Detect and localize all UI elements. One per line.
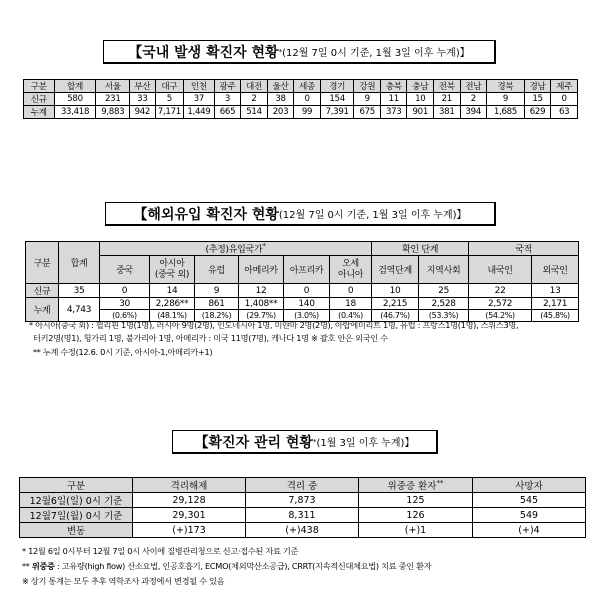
domestic-cell: 373 (380, 106, 407, 119)
domestic-cell: 665 (214, 106, 241, 119)
domestic-header-cell: 세종 (294, 80, 321, 93)
overseas-note-3: ** 누계 수정(12.6. 0시 기준, 아시아-1,아메리카+1) (33, 347, 213, 357)
overseas-header-total: 합계 (59, 242, 100, 284)
management-table (19, 477, 586, 538)
overseas-new-cell: 0 (330, 284, 372, 298)
management-note-2 (22, 561, 431, 572)
overseas-new-cell: 14 (150, 284, 195, 298)
management-cell: 125 (359, 493, 473, 508)
overseas-sub-asia (150, 256, 195, 284)
management-cell: 545 (473, 493, 586, 508)
overseas-pct-cell: (0.4%) (330, 310, 372, 322)
management-note-3: ※ 상기 통계는 모두 추후 역학조사 과정에서 변경될 수 있음 (22, 576, 225, 586)
domestic-table (23, 79, 578, 119)
overseas-new-cell: 35 (59, 284, 100, 298)
domestic-cell: 21 (434, 93, 461, 106)
overseas-title-sub: (12월 7일 0시 기준, 1월 3일 이후 누계)】 (278, 210, 467, 221)
management-header-cell (473, 478, 586, 493)
domestic-cell: 9 (354, 93, 381, 106)
overseas-pct-cell: (3.0%) (284, 310, 330, 322)
overseas-new-cell: 13 (532, 284, 579, 298)
domestic-cell: 7,171 (155, 106, 184, 119)
overseas-sub-quarantine: 검역단계 (372, 256, 419, 284)
management-note-2-prefix: ** (22, 561, 32, 571)
domestic-cell: 9,883 (96, 106, 130, 119)
management-cell: 29,128 (133, 493, 246, 508)
management-header-cell (246, 478, 359, 493)
overseas-cum-cell: 861 (195, 298, 239, 310)
management-title-box (172, 430, 438, 454)
domestic-cell: 15 (524, 93, 551, 106)
domestic-header-cell: 강원 (354, 80, 381, 93)
domestic-header-cell: 대구 (155, 80, 184, 93)
domestic-header-cell: 경북 (487, 80, 525, 93)
overseas-pct-cell: (46.7%) (372, 310, 419, 322)
domestic-cell: 63 (551, 106, 578, 119)
domestic-cell: 942 (130, 106, 156, 119)
domestic-cell: 1,685 (487, 106, 525, 119)
domestic-cell: 381 (434, 106, 461, 119)
domestic-header-cell: 충북 (380, 80, 407, 93)
domestic-header-cell: 경기 (320, 80, 354, 93)
domestic-cell: 394 (460, 106, 487, 119)
domestic-title-sub: (12월 7일 0시 기준, 1월 3일 이후 누계)】 (282, 48, 470, 59)
overseas-table (25, 241, 579, 322)
management-note-2-rest: : 고유량(high flow) 산소요법, 인공호흡기, ECMO(체외막산소공급), CRRT(지속적신대체요법) 치료 중인 환자 (54, 561, 432, 571)
domestic-header-cell: 경남 (524, 80, 551, 93)
domestic-row (24, 93, 578, 106)
overseas-header-estimated (100, 242, 372, 256)
management-cell: 29,301 (133, 508, 246, 523)
domestic-header-cell: 충남 (407, 80, 434, 93)
domestic-header-cell: 합계 (54, 80, 96, 93)
overseas-header-nationality: 국적 (469, 242, 579, 256)
overseas-header-estimated-label: (추정)유입국가 (205, 245, 263, 255)
overseas-pct-cell: (29.7%) (239, 310, 284, 322)
overseas-pct-cell: (48.1%) (150, 310, 195, 322)
domestic-cell: 3 (214, 93, 241, 106)
management-cell: 549 (473, 508, 586, 523)
overseas-cum-cell: 2,528 (419, 298, 469, 310)
management-header-row (20, 478, 586, 493)
management-cell: 126 (359, 508, 473, 523)
overseas-cum-row (26, 298, 579, 310)
overseas-cum-cell: 140 (284, 298, 330, 310)
overseas-new-cell: 10 (372, 284, 419, 298)
overseas-sub-oceania-2: 아니아 (337, 269, 364, 280)
overseas-cum-cell: 2,215 (372, 298, 419, 310)
domestic-row (24, 106, 578, 119)
overseas-cum-cell: 2,572 (469, 298, 532, 310)
domestic-header-cell: 부산 (130, 80, 156, 93)
domestic-cell: 580 (54, 93, 96, 106)
domestic-header-cell: 서울 (96, 80, 130, 93)
overseas-cum-cell: 2,286** (150, 298, 195, 310)
overseas-new-cell: 22 (469, 284, 532, 298)
domestic-title-mark: * (278, 47, 283, 56)
overseas-pct-cell: (18.2%) (195, 310, 239, 322)
overseas-sub-europe: 유럽 (195, 256, 239, 284)
overseas-header-estimated-mark: * (262, 242, 266, 250)
management-header-label: 격리 중 (286, 481, 318, 492)
domestic-header-cell: 광주 (214, 80, 241, 93)
management-cell: (+)438 (246, 523, 359, 538)
management-row (20, 523, 586, 538)
domestic-cell: 38 (267, 93, 294, 106)
domestic-cell: 154 (320, 93, 354, 106)
domestic-header-cell: 인천 (184, 80, 215, 93)
overseas-sub-america: 아메리카 (239, 256, 284, 284)
overseas-new-cell: 12 (239, 284, 284, 298)
management-note-1: * 12월 6일 0시부터 12월 7일 0시 사이에 질병관리청으로 신고·접수된 자료 기준 (22, 546, 299, 556)
overseas-new-cell: 25 (419, 284, 469, 298)
domestic-cell: 901 (407, 106, 434, 119)
management-severe-mark: ** (436, 478, 444, 487)
management-cell: (+)173 (133, 523, 246, 538)
domestic-header-cell: 전북 (434, 80, 461, 93)
overseas-sub-community: 지역사회 (419, 256, 469, 284)
management-title: 【확진자 관리 현황 (194, 434, 313, 451)
overseas-cum-cell: 1,408** (239, 298, 284, 310)
overseas-sub-foreign: 외국인 (532, 256, 579, 284)
overseas-new-row (26, 284, 579, 298)
domestic-cell: 0 (551, 93, 578, 106)
overseas-new-cell: 0 (100, 284, 150, 298)
domestic-cell: 675 (354, 106, 381, 119)
overseas-pct-cell: (53.3%) (419, 310, 469, 322)
overseas-cum-label: 누계 (26, 298, 59, 322)
overseas-note-1: * 아시아(중국 외) : 필리핀 1명(1명), 러시아 9명(2명), 인도네시아 1명, 미얀마 2명(2명), 아랍에미리트 1명, 유럽 : 프랑스1명(1명), 스위스3명, (29, 320, 519, 330)
management-row-label: 12월6일(일) 0시 기준 (20, 493, 133, 508)
overseas-note-2: 터키2명(명1), 헝가리 1명, 불가리아 1명, 아메리카 : 미국 11명(7명), 캐나다 1명 ※ 괄호 안은 외국인 수 (33, 333, 388, 343)
domestic-header-cell: 울산 (267, 80, 294, 93)
overseas-sub-africa: 아프리카 (284, 256, 330, 284)
domestic-title-box (103, 40, 496, 64)
domestic-cell: 33,418 (54, 106, 96, 119)
overseas-pct-cell: (0.6%) (100, 310, 150, 322)
domestic-cell: 5 (155, 93, 184, 106)
domestic-header-cell: 전남 (460, 80, 487, 93)
domestic-header-row (24, 80, 578, 93)
management-header-label: 사망자 (515, 481, 543, 492)
management-row (20, 493, 586, 508)
overseas-header-confirm: 확인 단계 (372, 242, 469, 256)
overseas-title-box (105, 202, 496, 226)
management-header-cell (359, 478, 473, 493)
domestic-cell: 7,391 (320, 106, 354, 119)
domestic-cell: 514 (241, 106, 268, 119)
domestic-cell: 99 (294, 106, 321, 119)
domestic-row-label: 신규 (24, 93, 55, 106)
overseas-new-cell: 0 (284, 284, 330, 298)
overseas-new-label: 신규 (26, 284, 59, 298)
overseas-sub-asia-2: (중국 외) (154, 269, 190, 280)
domestic-cell: 629 (524, 106, 551, 119)
domestic-cell: 2 (460, 93, 487, 106)
overseas-sub-china: 중국 (100, 256, 150, 284)
management-cell: 7,873 (246, 493, 359, 508)
management-row (20, 508, 586, 523)
management-title-sub: (1월 3일 이후 누계)】 (316, 438, 415, 449)
overseas-header-gubun: 구분 (26, 242, 59, 284)
management-header-cell (133, 478, 246, 493)
overseas-cum-total: 4,743 (59, 298, 100, 322)
domestic-cell: 231 (96, 93, 130, 106)
overseas-title: 【해외유입 확진자 현황 (133, 206, 279, 223)
overseas-pct-cell: (54.2%) (469, 310, 532, 322)
management-cell: 8,311 (246, 508, 359, 523)
domestic-cell: 11 (380, 93, 407, 106)
domestic-header-cell: 구분 (24, 80, 55, 93)
domestic-cell: 203 (267, 106, 294, 119)
domestic-cell: 9 (487, 93, 525, 106)
domestic-cell: 10 (407, 93, 434, 106)
management-cell: (+)4 (473, 523, 586, 538)
overseas-cum-cell: 30 (100, 298, 150, 310)
management-title-mark: * (312, 437, 317, 446)
overseas-new-cell: 9 (195, 284, 239, 298)
domestic-title: 【국내 발생 확진자 현황 (128, 44, 279, 61)
management-note-2-term: 위중증 (31, 561, 55, 571)
overseas-cum-cell: 2,171 (532, 298, 579, 310)
overseas-sub-oceania (330, 256, 372, 284)
domestic-row-label: 누계 (24, 106, 55, 119)
domestic-cell: 0 (294, 93, 321, 106)
domestic-cell: 2 (241, 93, 268, 106)
domestic-header-cell: 제주 (551, 80, 578, 93)
management-header-label: 위중증 환자 (387, 481, 437, 492)
domestic-cell: 33 (130, 93, 156, 106)
management-header-label: 구분 (66, 481, 86, 492)
management-cell: (+)1 (359, 523, 473, 538)
overseas-cum-cell: 18 (330, 298, 372, 310)
domestic-cell: 1,449 (184, 106, 215, 119)
management-header-cell (20, 478, 133, 493)
domestic-header-cell: 대전 (241, 80, 268, 93)
management-header-label: 격리해제 (170, 481, 208, 492)
overseas-sub-asia-1: 아시아 (159, 258, 185, 269)
management-row-label: 변동 (20, 523, 133, 538)
overseas-sub-oceania-1: 오세 (342, 258, 359, 269)
management-row-label: 12월7일(월) 0시 기준 (20, 508, 133, 523)
overseas-sub-korean: 내국인 (469, 256, 532, 284)
overseas-pct-cell: (45.8%) (532, 310, 579, 322)
domestic-cell: 37 (184, 93, 215, 106)
